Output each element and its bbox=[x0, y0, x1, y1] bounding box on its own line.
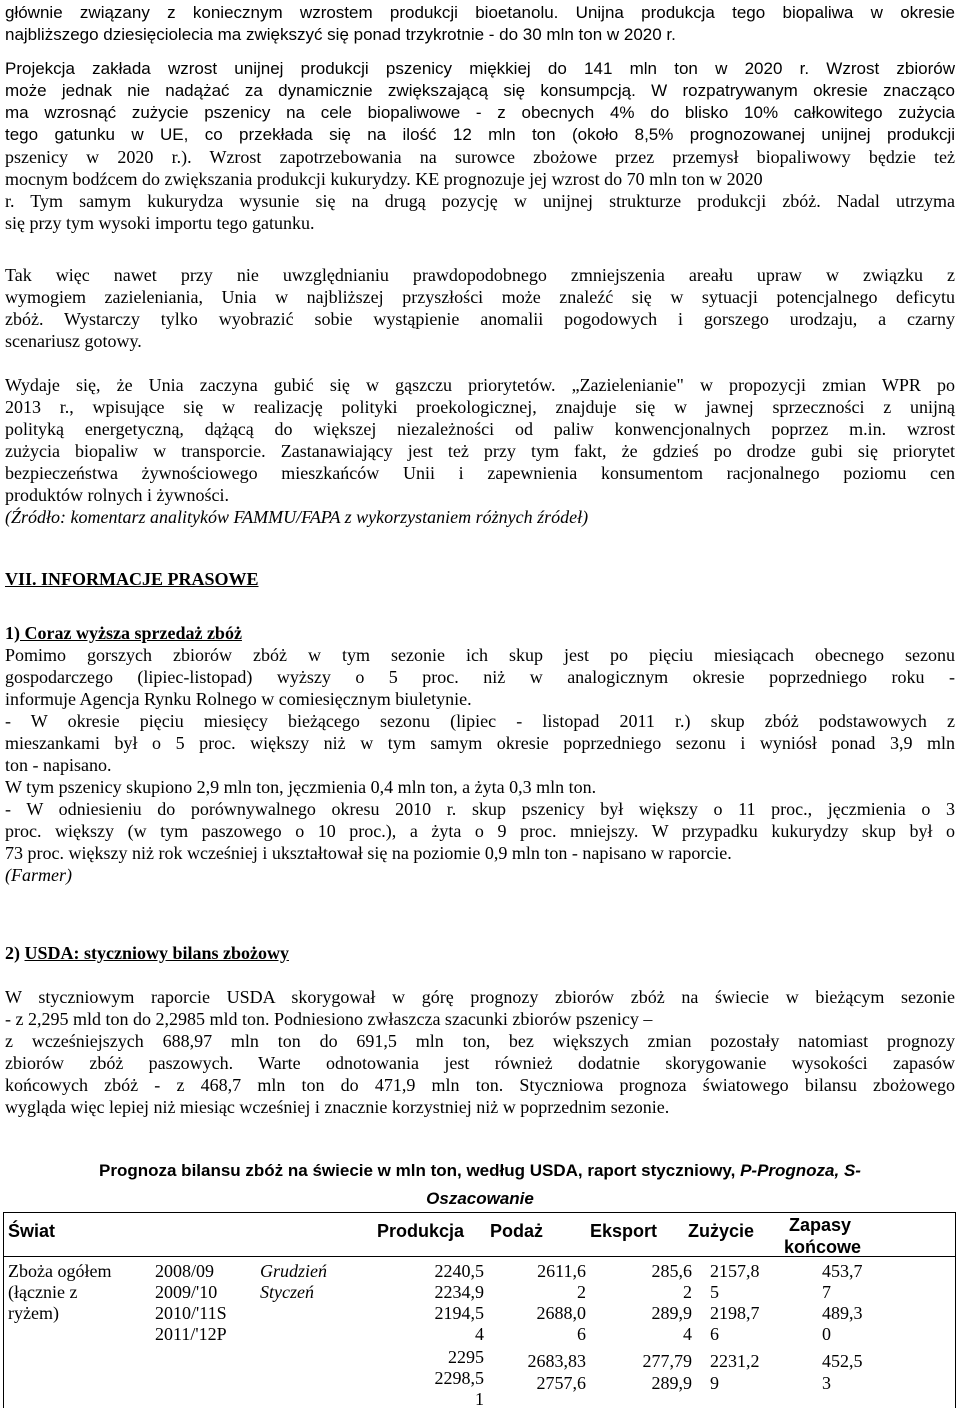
text-line: proc. większy (w tym paszowego o 10 proc.), a żyta o 9 proc. mniejszy. W przypadku kukurydzy skup był o bbox=[5, 821, 955, 841]
header-stocks: Zapasy bbox=[789, 1215, 852, 1235]
paragraph-bioethanol bbox=[5, 0, 955, 44]
row-label: Zboża ogółem bbox=[8, 1261, 112, 1281]
row-label: ryżem) bbox=[8, 1303, 59, 1323]
table-rule-left bbox=[3, 1212, 4, 1408]
article-title: Coraz wyższa sprzedaż zbóż bbox=[20, 623, 242, 643]
article-number: 1) bbox=[5, 623, 20, 643]
production-value: 2194,5 bbox=[434, 1303, 484, 1323]
article-2 bbox=[5, 942, 955, 1132]
supply-value: 2757,6 bbox=[536, 1373, 586, 1393]
use-value: 2231,2 bbox=[710, 1351, 760, 1371]
header-export: Eksport bbox=[590, 1221, 658, 1241]
text-line: końcowych zbóż - z 468,7 mln ton do 471,9 mln ton. Styczniowa prognoza światowego bilansu zbożowego bbox=[5, 1075, 955, 1095]
report-month: Styczeń bbox=[260, 1282, 314, 1302]
article-1-heading bbox=[5, 622, 955, 644]
stocks-value: 0 bbox=[822, 1324, 831, 1344]
production-value: 2298,5 bbox=[434, 1368, 484, 1388]
table-rule-top bbox=[3, 1212, 956, 1213]
section-heading bbox=[5, 568, 955, 592]
text-line: zużycia biopaliw w transporcie. Zastanawiający jest też przy tym fakt, że gdzieś po drodze gubi się priorytet bbox=[5, 441, 955, 461]
header-production: Produkcja bbox=[377, 1221, 465, 1241]
table-title-continuation: Oszacowanie bbox=[426, 1189, 534, 1208]
text-line: W tym pszenicy skupiono 2,9 mln ton, jęczmienia 0,4 mln ton, a żyta 0,3 mln ton. bbox=[5, 777, 597, 797]
text-line: ma wzrosnąć zużycie pszenicy na cele biopaliwowe - z obecnych 4% do blisko 10% całkowitego zużycia bbox=[5, 103, 955, 122]
export-value: 289,9 bbox=[651, 1303, 692, 1323]
table-title-legend: P-Prognoza, S- bbox=[740, 1161, 861, 1180]
stocks-value: 453,7 bbox=[822, 1261, 863, 1281]
text-line: zbiorów zbóż paszowych. Warte odnotowania jest również dodatnie skorygowanie wysokości zapasów bbox=[5, 1053, 955, 1073]
text-line: W styczniowym raporcie USDA skorygował w górę prognozy zbiorów zbóż na świecie w bieżącym sezonie bbox=[5, 987, 955, 1007]
text-line: - W odniesieniu do porównywalnego okresu 2010 r. skup pszenicy był większy o 11 proc., jęczmienia o 3 bbox=[5, 799, 955, 819]
text-line: się przy tym wysoki importu tego gatunku. bbox=[5, 213, 315, 233]
article-1 bbox=[5, 622, 955, 922]
source-note: (Źródło: komentarz analityków FAMMU/FAPA z wykorzystaniem różnych źródeł) bbox=[5, 507, 589, 527]
text-line: scenariusz gotowy. bbox=[5, 331, 142, 351]
text-line: wymogiem zazieleniania, Unia w najbliższej przyszłości może znaleźć się w sytuacji potencjalnego deficytu bbox=[5, 287, 955, 307]
text-line: 73 proc. większy niż rok wcześniej i ukształtował się na poziomie 0,9 mln ton - napisano w raporcie. bbox=[5, 843, 732, 863]
text-line: mieszankami był o 5 proc. większy niż w tym samym okresie poprzedniego sezonu i wyniósł ponad 3,9 mln bbox=[5, 733, 955, 753]
source-note: (Farmer) bbox=[5, 865, 72, 885]
stocks-value: 3 bbox=[822, 1373, 831, 1393]
text-line: tego gatunku w UE, co przekłada się na ilość 12 mln ton (około 8,5% prognozowanej unijnej produkcji bbox=[5, 125, 955, 144]
export-value: 4 bbox=[683, 1324, 692, 1344]
text-line: zbóż. Wystarczy tylko wyobrazić sobie wystąpienie anomalii pogodowych i gorszego urodzaju, a czarny bbox=[5, 309, 955, 329]
text-line: - W okresie pięciu miesięcy bieżącego sezonu (lipiec - listopad 2011 r.) skup zbóż podstawowych z bbox=[5, 711, 955, 731]
use-value: 5 bbox=[710, 1282, 719, 1302]
use-value: 9 bbox=[710, 1373, 719, 1393]
text-line: najbliższego dziesięciolecia ma zwiększyć się ponad trzykrotnie - do 30 mln ton w 2020 r. bbox=[5, 25, 676, 44]
text-line: głównie związany z koniecznym wzrostem produkcji bioetanolu. Unijna produkcja tego biopaliwa w okresie bbox=[5, 3, 955, 22]
table-title bbox=[0, 1160, 960, 1182]
report-month: Grudzień bbox=[260, 1261, 327, 1281]
text-line: r. Tym samym kukurydza wysunie się na drugą pozycję w unijnej strukturze produkcji zbóż. Nadal utrzyma bbox=[5, 191, 955, 211]
stocks-value: 7 bbox=[822, 1282, 831, 1302]
text-line: - z 2,295 mld ton do 2,2985 mld ton. Podniesiono zwłaszcza szacunki zbiorów pszenicy – bbox=[5, 1009, 653, 1029]
row-label: (łącznie z bbox=[8, 1282, 78, 1302]
use-value: 2198,7 bbox=[710, 1303, 760, 1323]
text-line: mocnym bodźcem do zwiększania produkcji kukurydzy. KE prognozuje jej wzrost do 70 mln ton w 2020 bbox=[5, 169, 763, 189]
export-value: 277,79 bbox=[642, 1351, 692, 1371]
production-value: 2234,9 bbox=[434, 1282, 484, 1302]
section-title: VII. INFORMACJE PRASOWE bbox=[5, 569, 259, 589]
header-stocks: końcowe bbox=[784, 1237, 862, 1257]
article-number: 2) bbox=[5, 943, 20, 963]
text-line: ton - napisano. bbox=[5, 755, 112, 775]
text-line: Wydaje się, że Unia zaczyna gubić się w gąszczu priorytetów. „Zazielenianie" w propozycji zmian WPR po bbox=[5, 375, 955, 395]
supply-value: 2 bbox=[577, 1282, 586, 1302]
export-value: 285,6 bbox=[651, 1261, 692, 1281]
text-line: pszenicy w 2020 r.). Wzrost zapotrzebowania na surowce zbożowe przez przemysł biopaliwowy będzie też bbox=[5, 147, 955, 167]
export-value: 2 bbox=[683, 1282, 692, 1302]
text-line: produktów rolnych i żywności. bbox=[5, 485, 229, 505]
stocks-value: 489,3 bbox=[822, 1303, 863, 1323]
header-use: Zużycie bbox=[688, 1221, 755, 1241]
export-value: 289,9 bbox=[651, 1373, 692, 1393]
text-line: wygląda więc lepiej niż miesiąc wcześniej i znacznie korzystniej niż w poprzednim sezonie. bbox=[5, 1097, 670, 1117]
season: 2010/'11S bbox=[155, 1303, 227, 1323]
season: 2011/'12P bbox=[155, 1324, 227, 1344]
paragraph-wheat-projection bbox=[5, 58, 955, 248]
supply-value: 2683,83 bbox=[527, 1351, 586, 1371]
text-line: Tak więc nawet przy nie uwzględnianiu prawdopodobnego zmniejszenia areału upraw w związku z bbox=[5, 265, 955, 285]
text-line: Pomimo gorszych zbiorów zbóż w tym sezonie ich skup jest po pięciu miesiącach obecnego sezonu bbox=[5, 645, 955, 665]
header-world: Świat bbox=[8, 1221, 56, 1241]
production-value: 2240,5 bbox=[434, 1261, 484, 1281]
text-line: gospodarczego (lipiec-listopad) wyższy o 5 proc. niż w analogicznym okresie poprzedniego roku - bbox=[5, 667, 955, 687]
text-line: Projekcja zakłada wzrost unijnej produkcji pszenicy miękkiej do 141 mln ton w 2020 r. Wzrost zbiorów bbox=[5, 59, 955, 78]
supply-value: 2688,0 bbox=[536, 1303, 586, 1323]
paragraph-deficit bbox=[5, 264, 955, 356]
season: 2008/09 bbox=[155, 1261, 215, 1281]
production-value: 4 bbox=[475, 1324, 484, 1344]
paragraph-priorities bbox=[5, 374, 955, 534]
text-line: 2013 r., wpisujące się w realizację polityki proekologicznej, znajduje się w jawnej sprzeczności z unijną bbox=[5, 397, 955, 417]
text-line: z wcześniejszych 688,97 mln ton do 691,5 mln ton, bez większych zmian pozostały natomiast prognozy bbox=[5, 1031, 955, 1051]
use-value: 2157,8 bbox=[710, 1261, 760, 1281]
production-value: 2295 bbox=[448, 1347, 484, 1367]
text-line: bezpieczeństwa żywnościowego mieszkańców Unii i zapewnienia konsumentom racjonalnego poziomu cen bbox=[5, 463, 955, 483]
article-title: USDA: styczniowy bilans zbożowy bbox=[24, 943, 290, 963]
text-line: może jednak nie nadążać za dynamicznie zwiększającą się konsumpcją. W rozpatrywanym okresie znacząco bbox=[5, 81, 955, 100]
header-supply: Podaż bbox=[490, 1221, 544, 1241]
text-line: informuje Agencja Rynku Rolnego w comiesięcznym biuletynie. bbox=[5, 689, 472, 709]
production-value: 1 bbox=[475, 1389, 484, 1409]
table-rule-right bbox=[955, 1212, 956, 1408]
text-line: polityką energetyczną, dążącą do większej niezależności od paliw konwencjonalnych poprzez m.in. wzrost bbox=[5, 419, 955, 439]
supply-value: 2611,6 bbox=[537, 1261, 586, 1281]
table-title-text: Prognoza bilansu zbóż na świecie w mln ton, według USDA, raport styczniowy, bbox=[99, 1161, 741, 1180]
use-value: 6 bbox=[710, 1324, 719, 1344]
supply-value: 6 bbox=[577, 1324, 586, 1344]
season: 2009/'10 bbox=[155, 1282, 218, 1302]
article-2-heading bbox=[5, 942, 955, 964]
stocks-value: 452,5 bbox=[822, 1351, 863, 1371]
